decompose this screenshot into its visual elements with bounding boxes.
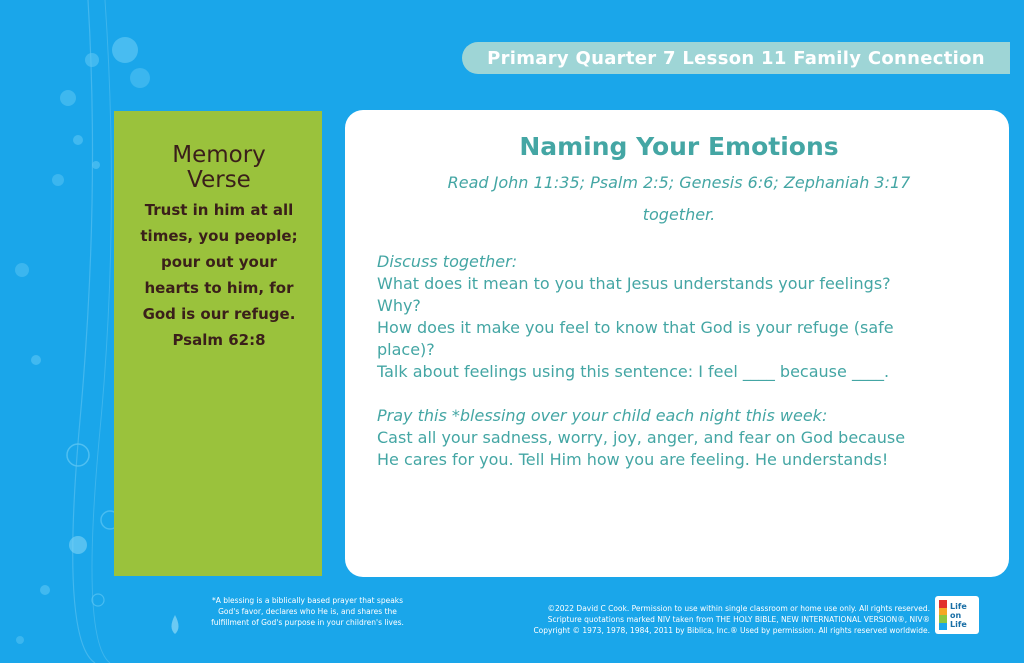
scripture-reading [377, 167, 981, 231]
copyright-line: Copyright © 1973, 1978, 1984, 2011 by Biblica, Inc.® Used by permission. All rights reserved worldwide. [533, 626, 930, 635]
life-on-life-logo [935, 596, 979, 634]
memory-verse-line: Trust in him at all [144, 201, 294, 219]
discuss-line: What does it mean to you that Jesus understands your feelings? [377, 274, 891, 293]
logo-stripes-icon [939, 600, 947, 630]
pray-heading: Pray this *blessing over your child each night this week: [377, 406, 828, 425]
copyright-line: ©2022 David C Cook. Permission to use within single classroom or home use only. All rights reserved. [547, 604, 930, 613]
discuss-section [377, 251, 981, 383]
memory-verse-title-line1: Memory [172, 142, 266, 168]
logo-text-line2: on [950, 610, 962, 620]
pray-line: He cares for you. Tell Him how you are feeling. He understands! [377, 450, 889, 469]
discuss-line: How does it make you feel to know that God is your refuge (safe [377, 318, 894, 337]
pray-section [377, 405, 981, 471]
discuss-line: place)? [377, 340, 435, 359]
lesson-header-title: Primary Quarter 7 Lesson 11 Family Connection [487, 47, 985, 69]
memory-verse-line: times, you people; [140, 227, 298, 245]
memory-verse-reference: Psalm 62:8 [172, 331, 266, 349]
scripture-reading-line2: together. [642, 205, 716, 224]
logo-text-line3: Life [950, 619, 967, 629]
logo-text [950, 602, 967, 629]
scripture-reading-line1: Read John 11:35; Psalm 2:5; Genesis 6:6; Zephaniah 3:17 [447, 173, 911, 192]
footnote-line: God's favor, declares who He is, and shares the [218, 607, 397, 616]
footnote-line: *A blessing is a biblically based prayer that speaks [211, 596, 404, 605]
logo-text-line1: Life [950, 601, 967, 611]
memory-verse-title [126, 143, 312, 193]
footnote-line: fulfillment of God's purpose in your children's lives. [211, 618, 404, 627]
memory-verse-line: hearts to him, for [144, 279, 294, 297]
memory-verse-line: pour out your [161, 253, 277, 271]
memory-verse-text [126, 197, 312, 353]
discuss-heading: Discuss together: [377, 252, 518, 271]
memory-verse-box [114, 111, 322, 576]
memory-verse-title-line2: Verse [187, 167, 251, 193]
blessing-footnote [200, 595, 415, 628]
copyright-notice [460, 603, 930, 636]
activity-card [345, 110, 1009, 577]
memory-verse-line: God is our refuge. [142, 305, 296, 323]
lesson-header-banner [462, 42, 1010, 74]
activity-title: Naming Your Emotions [519, 132, 839, 161]
discuss-line: Talk about feelings using this sentence: I feel ____ because ____. [377, 362, 890, 381]
discuss-line: Why? [377, 296, 421, 315]
pray-line: Cast all your sadness, worry, joy, anger, and fear on God because [377, 428, 906, 447]
copyright-line: Scripture quotations marked NIV taken from THE HOLY BIBLE, NEW INTERNATIONAL VERSION®, NIV® [547, 615, 930, 624]
